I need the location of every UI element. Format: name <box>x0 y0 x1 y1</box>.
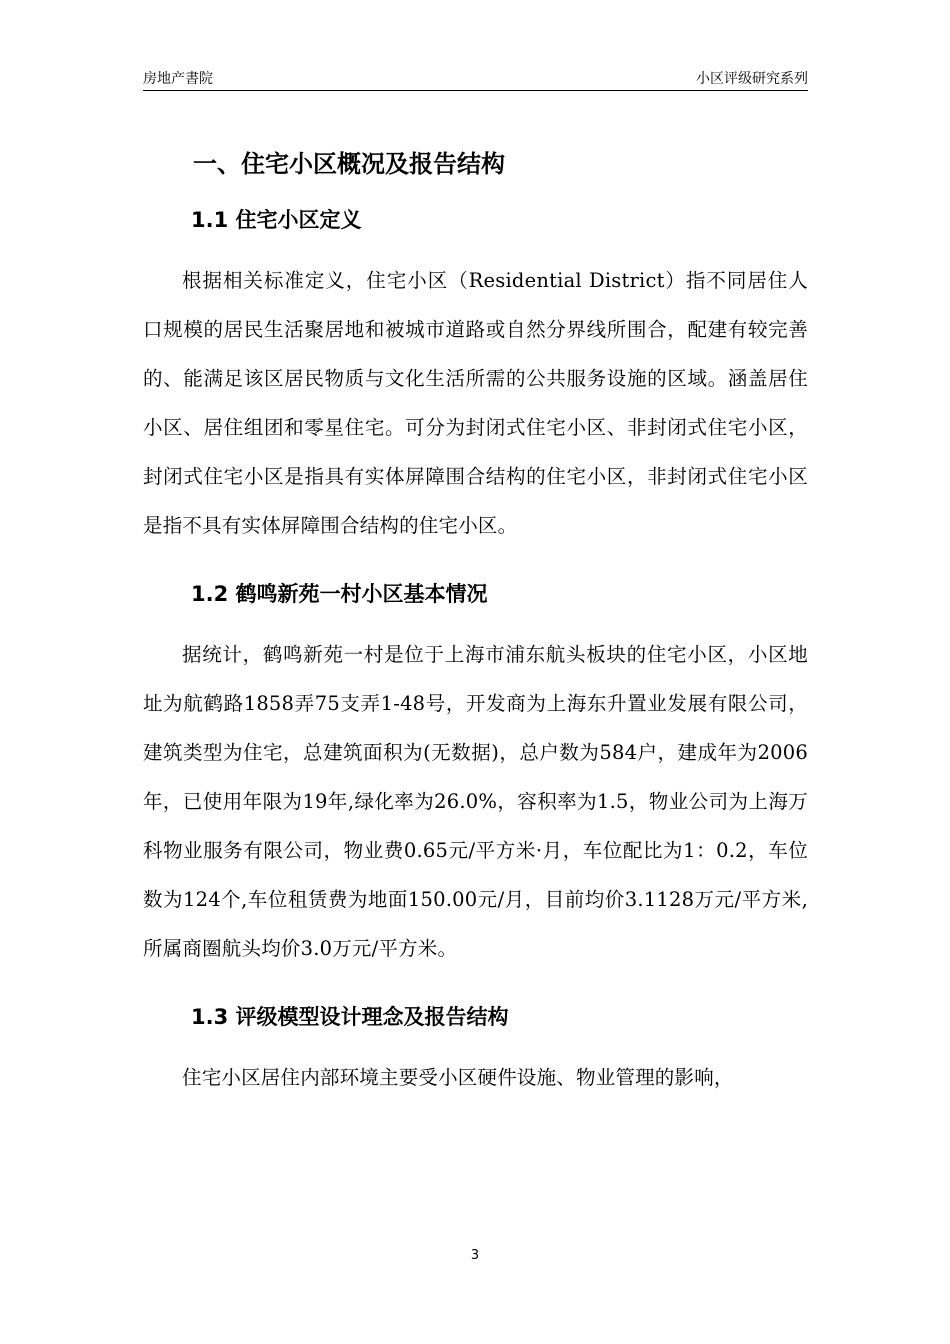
section-1-2-paragraph: 据统计，鹤鸣新苑一村是位于上海市浦东航头板块的住宅小区，小区地址为航鹤路1858弄75支弄1-48号，开发商为上海东升置业发展有限公司，建筑类型为住宅，总建筑面积为(无数据)，总户数为584户，建成年为2006年，已使用年限为19年,绿化率为26.0%，容积率为1.5，物业公司为上海万科物业服务有限公司，物业费0.65元/平方米·月，车位配比为1：0.2，车位数为124个,车位租赁费为地面150.00元/月，目前均价3.1128万元/平方米,所属商圈航头均价3.0万元/平方米。 <box>143 643 808 960</box>
section-1-1-paragraph: 根据相关标准定义，住宅小区（Residential District）指不同居住人口规模的居民生活聚居地和被城市道路或自然分界线所围合，配建有较完善的、能满足该区居民物质与文化生活所需的公共服务设施的区域。涵盖居住小区、居住组团和零星住宅。可分为封闭式住宅小区、非封闭式住宅小区，封闭式住宅小区是指具有实体屏障围合结构的住宅小区，非封闭式住宅小区是指不具有实体屏障围合结构的住宅小区。 <box>143 269 808 537</box>
header-left-title: 房地产書院 <box>143 71 213 87</box>
section-1-3-paragraph: 住宅小区居住内部环境主要受小区硬件设施、物业管理的影响， <box>182 1066 734 1089</box>
section-1-1-heading: 1.1 住宅小区定义 <box>191 208 362 232</box>
section-1-heading: 一、住宅小区概况及报告结构 <box>193 150 505 178</box>
page-content <box>143 140 808 1102</box>
header-right-title: 小区评级研究系列 <box>696 71 808 87</box>
page-header <box>143 66 808 91</box>
section-1-2-heading: 1.2 鹤鸣新苑一村小区基本情况 <box>191 582 488 606</box>
page-number: 3 <box>470 1248 480 1263</box>
section-1-3-heading: 1.3 评级模型设计理念及报告结构 <box>191 1005 509 1029</box>
